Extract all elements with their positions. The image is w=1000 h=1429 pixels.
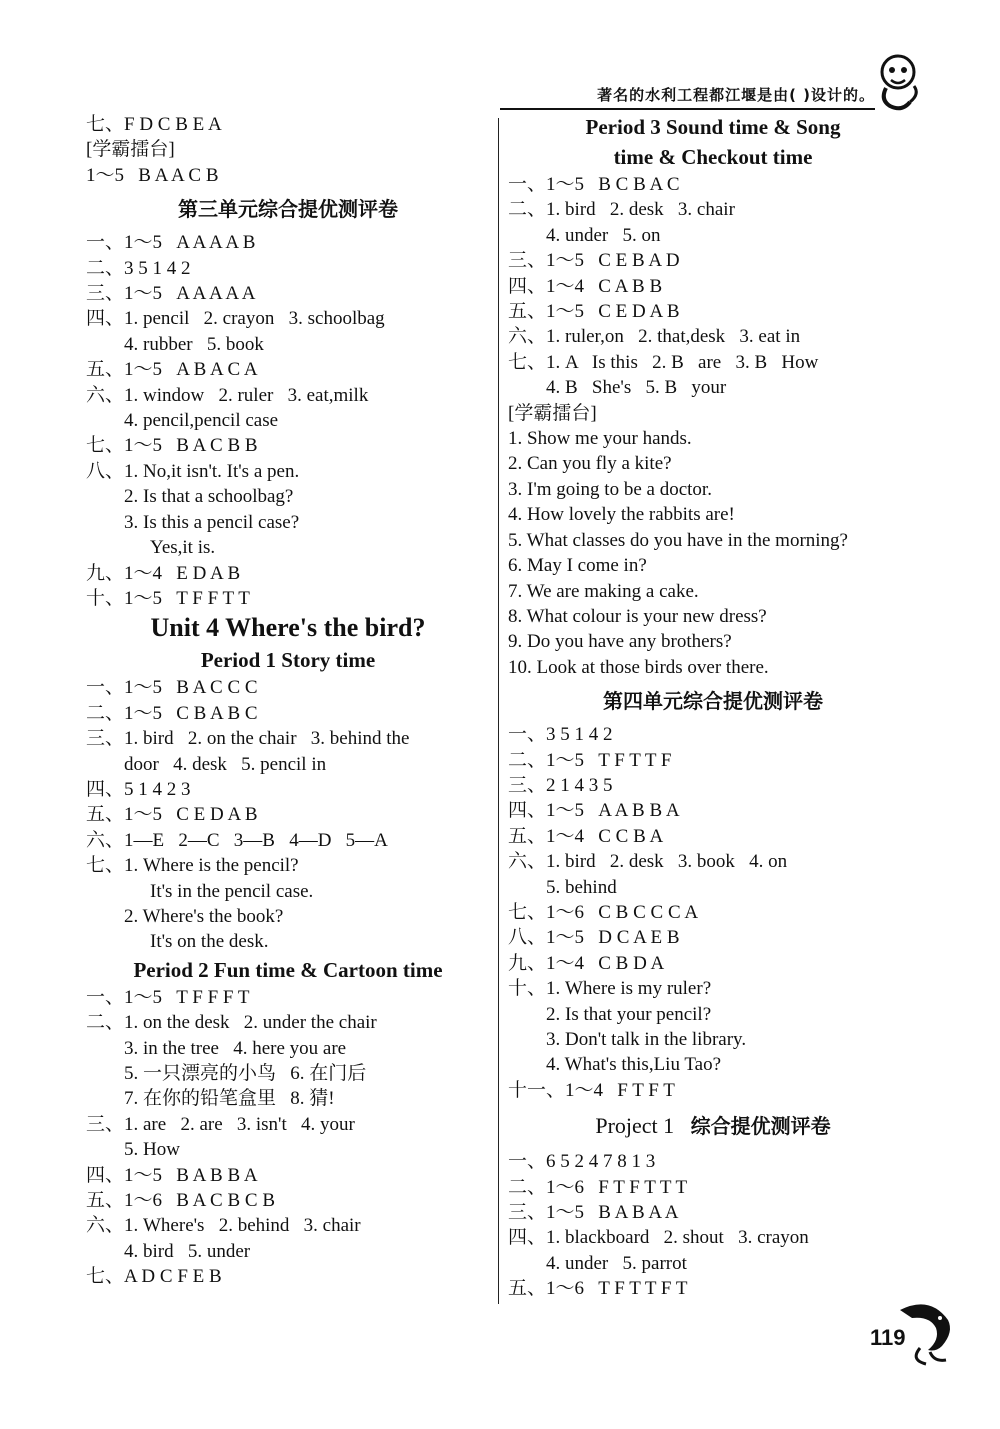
answer-line: 四、1～5 A A B B A (508, 800, 680, 822)
unit3-test-title: 第三单元综合提优测评卷 (178, 197, 398, 222)
answer-line: 5. How (124, 1139, 180, 1161)
right-column (508, 112, 918, 1302)
answer-line: 4. bird 5. under (124, 1240, 251, 1262)
answer-line: 八、1. No,it isn't. It's a pen. (86, 460, 300, 482)
answer-line: 七、1～5 B A C B B (86, 435, 258, 457)
answer-line: 十一、1～4 F T F T (508, 1079, 675, 1101)
answer-line: 六、1. bird 2. desk 3. book 4. on (508, 851, 788, 873)
page-number: 119 (870, 1325, 906, 1350)
answer-line: 一、1～5 B C B A C (508, 174, 680, 195)
answer-line: 九、1～4 E D A B (86, 562, 241, 584)
answer-line: 三、2 1 4 3 5 (508, 774, 613, 796)
left-column (86, 112, 490, 1290)
project1-answers (508, 1149, 918, 1301)
answer-line: 2. Is that your pencil? (546, 1003, 712, 1025)
answer-line: 六、1—E 2—C 3—B 4—D 5—A (86, 829, 388, 851)
answer-line: 三、1～5 B A B A A (508, 1202, 679, 1224)
answer-line: 五、1～6 B A C B C B (86, 1190, 275, 1212)
answer-line: 3. Is this a pencil case? (124, 511, 300, 533)
answer-line: 七、1～6 C B C C C A (508, 901, 699, 923)
answer-line: 六、1. ruler,on 2. that,desk 3. eat in (508, 326, 801, 348)
period2-title: Period 2 Fun time & Cartoon time (133, 957, 443, 982)
answer-line: 5. behind (546, 876, 617, 898)
answer-line: 四、1～4 C A B B (508, 275, 663, 297)
answer-line: 二、1～6 F T F T T T (508, 1176, 688, 1198)
answer-line: 4. under 5. on (546, 224, 661, 246)
project1-heading (508, 1109, 918, 1143)
answer-line: 五、1～5 C E D A B (508, 301, 680, 323)
column-divider (498, 118, 499, 1304)
project1-title: Project 1 (595, 1113, 675, 1139)
answer-line: Yes,it is. (150, 537, 216, 559)
answer-line: [学霸擂台] (508, 402, 597, 424)
dolphin-icon (890, 1290, 960, 1370)
period3-title-line2: time & Checkout time (613, 145, 813, 169)
unit4-title: Unit 4 Where's the bird? (150, 613, 426, 643)
period3-title-line1: Period 3 Sound time & Song (585, 115, 841, 139)
unit3-test-answers (86, 230, 490, 611)
answer-line: 五、1～5 C E D A B (86, 804, 258, 826)
answer-line: 2. Can you fly a kite? (508, 453, 672, 475)
answer-line: 6. May I come in? (508, 555, 647, 577)
answer-line: 4. What's this,Liu Tao? (546, 1054, 722, 1076)
answer-line: 九、1～4 C B D A (508, 952, 665, 974)
answer-line: 五、1～6 T F T T F T (508, 1278, 688, 1300)
answer-line: 十、1～5 T F F T T (86, 587, 250, 609)
unit4-test-title: 第四单元综合提优测评卷 (603, 689, 823, 714)
answer-line: 3. in the tree 4. here you are (124, 1037, 347, 1059)
answer-line: 2. Is that a schoolbag? (124, 486, 294, 508)
answer-line: 七、F D C B E A (86, 114, 222, 135)
answer-line: It's in the pencil case. (150, 880, 314, 902)
period1-title: Period 1 Story time (200, 648, 376, 673)
period2-answers (86, 985, 490, 1290)
answer-line: 8. What colour is your new dress? (508, 605, 767, 627)
answer-line: 3. Don't talk in the library. (546, 1029, 747, 1050)
answer-line: 七、A D C F E B (86, 1266, 222, 1288)
answer-line: 7. We are making a cake. (508, 580, 699, 602)
answer-line: 4. How lovely the rabbits are! (508, 504, 735, 526)
answer-line: 二、1. on the desk 2. under the chair (86, 1012, 377, 1034)
answer-line: 4. under 5. parrot (546, 1252, 687, 1274)
answer-line: 一、1～5 B A C C C (86, 677, 258, 699)
answer-line: 二、1～5 T F T T F (508, 749, 672, 771)
answer-line: 七、1. Where is the pencil? (86, 855, 299, 877)
answer-line: 六、1. window 2. ruler 3. eat,milk (86, 384, 369, 406)
answer-line: 10. Look at those birds over there. (508, 656, 769, 678)
answer-line: 5. 一只漂亮的小鸟 6. 在门后 (124, 1063, 367, 1084)
answer-line: 四、1. blackboard 2. shout 3. crayon (508, 1227, 809, 1249)
answer-line: 四、1～5 B A B B A (86, 1164, 258, 1186)
page-header: 著名的水利工程都江堰是由( )设计的。 (500, 84, 875, 110)
answer-line: 4. rubber 5. book (124, 333, 264, 355)
answer-line: 1～5 B A A C B (86, 164, 219, 186)
answer-line: 三、1. are 2. are 3. isn't 4. your (86, 1113, 355, 1135)
answer-line: 一、6 5 2 4 7 8 1 3 (508, 1151, 656, 1173)
answer-line: 二、1～5 C B A B C (86, 702, 258, 724)
answer-line: 二、1. bird 2. desk 3. chair (508, 199, 735, 221)
project1-title-cn: 综合提优测评卷 (690, 1114, 831, 1139)
answer-line: 十、1. Where is my ruler? (508, 978, 712, 1000)
answer-line: 2. Where's the book? (124, 905, 284, 927)
answer-line: 五、1～5 A B A C A (86, 359, 258, 381)
unit4-test-answers (508, 722, 918, 1103)
answer-line: 五、1～4 C C B A (508, 825, 664, 847)
answer-line: 四、1. pencil 2. crayon 3. schoolbag (86, 308, 385, 330)
answer-line: 9. Do you have any brothers? (508, 631, 732, 653)
answer-line: 二、3 5 1 4 2 (86, 257, 191, 279)
section-label: [学霸擂台] (86, 139, 175, 161)
answer-line: 六、1. Where's 2. behind 3. chair (86, 1215, 361, 1237)
monkey-mascot-icon (858, 42, 928, 114)
answer-line: 三、1～5 C E B A D (508, 250, 680, 272)
answer-line: 5. What classes do you have in the morning? (508, 529, 848, 551)
answer-line: door 4. desk 5. pencil in (124, 753, 327, 775)
answer-line: 4. pencil,pencil case (124, 410, 279, 432)
answer-line: 3. I'm going to be a doctor. (508, 478, 712, 500)
answer-line: 4. B She's 5. B your (546, 377, 727, 399)
answer-line: 一、1～5 A A A A B (86, 232, 256, 254)
answer-line: 四、5 1 4 2 3 (86, 778, 191, 800)
answer-line: 一、3 5 1 4 2 (508, 724, 613, 746)
answer-line: 7. 在你的铅笔盒里 8. 猜! (124, 1088, 335, 1110)
period1-answers (86, 675, 490, 954)
period3-answers (508, 172, 918, 680)
answer-line: 1. Show me your hands. (508, 428, 692, 450)
answer-line: 一、1～5 T F F F T (86, 986, 250, 1008)
answer-line: It's on the desk. (150, 931, 269, 953)
answer-line: 七、1. A Is this 2. B are 3. B How (508, 351, 819, 373)
answer-line: 八、1～5 D C A E B (508, 927, 680, 949)
answer-line: 三、1. bird 2. on the chair 3. behind the (86, 728, 410, 750)
answer-line: 三、1～5 A A A A A (86, 283, 256, 305)
